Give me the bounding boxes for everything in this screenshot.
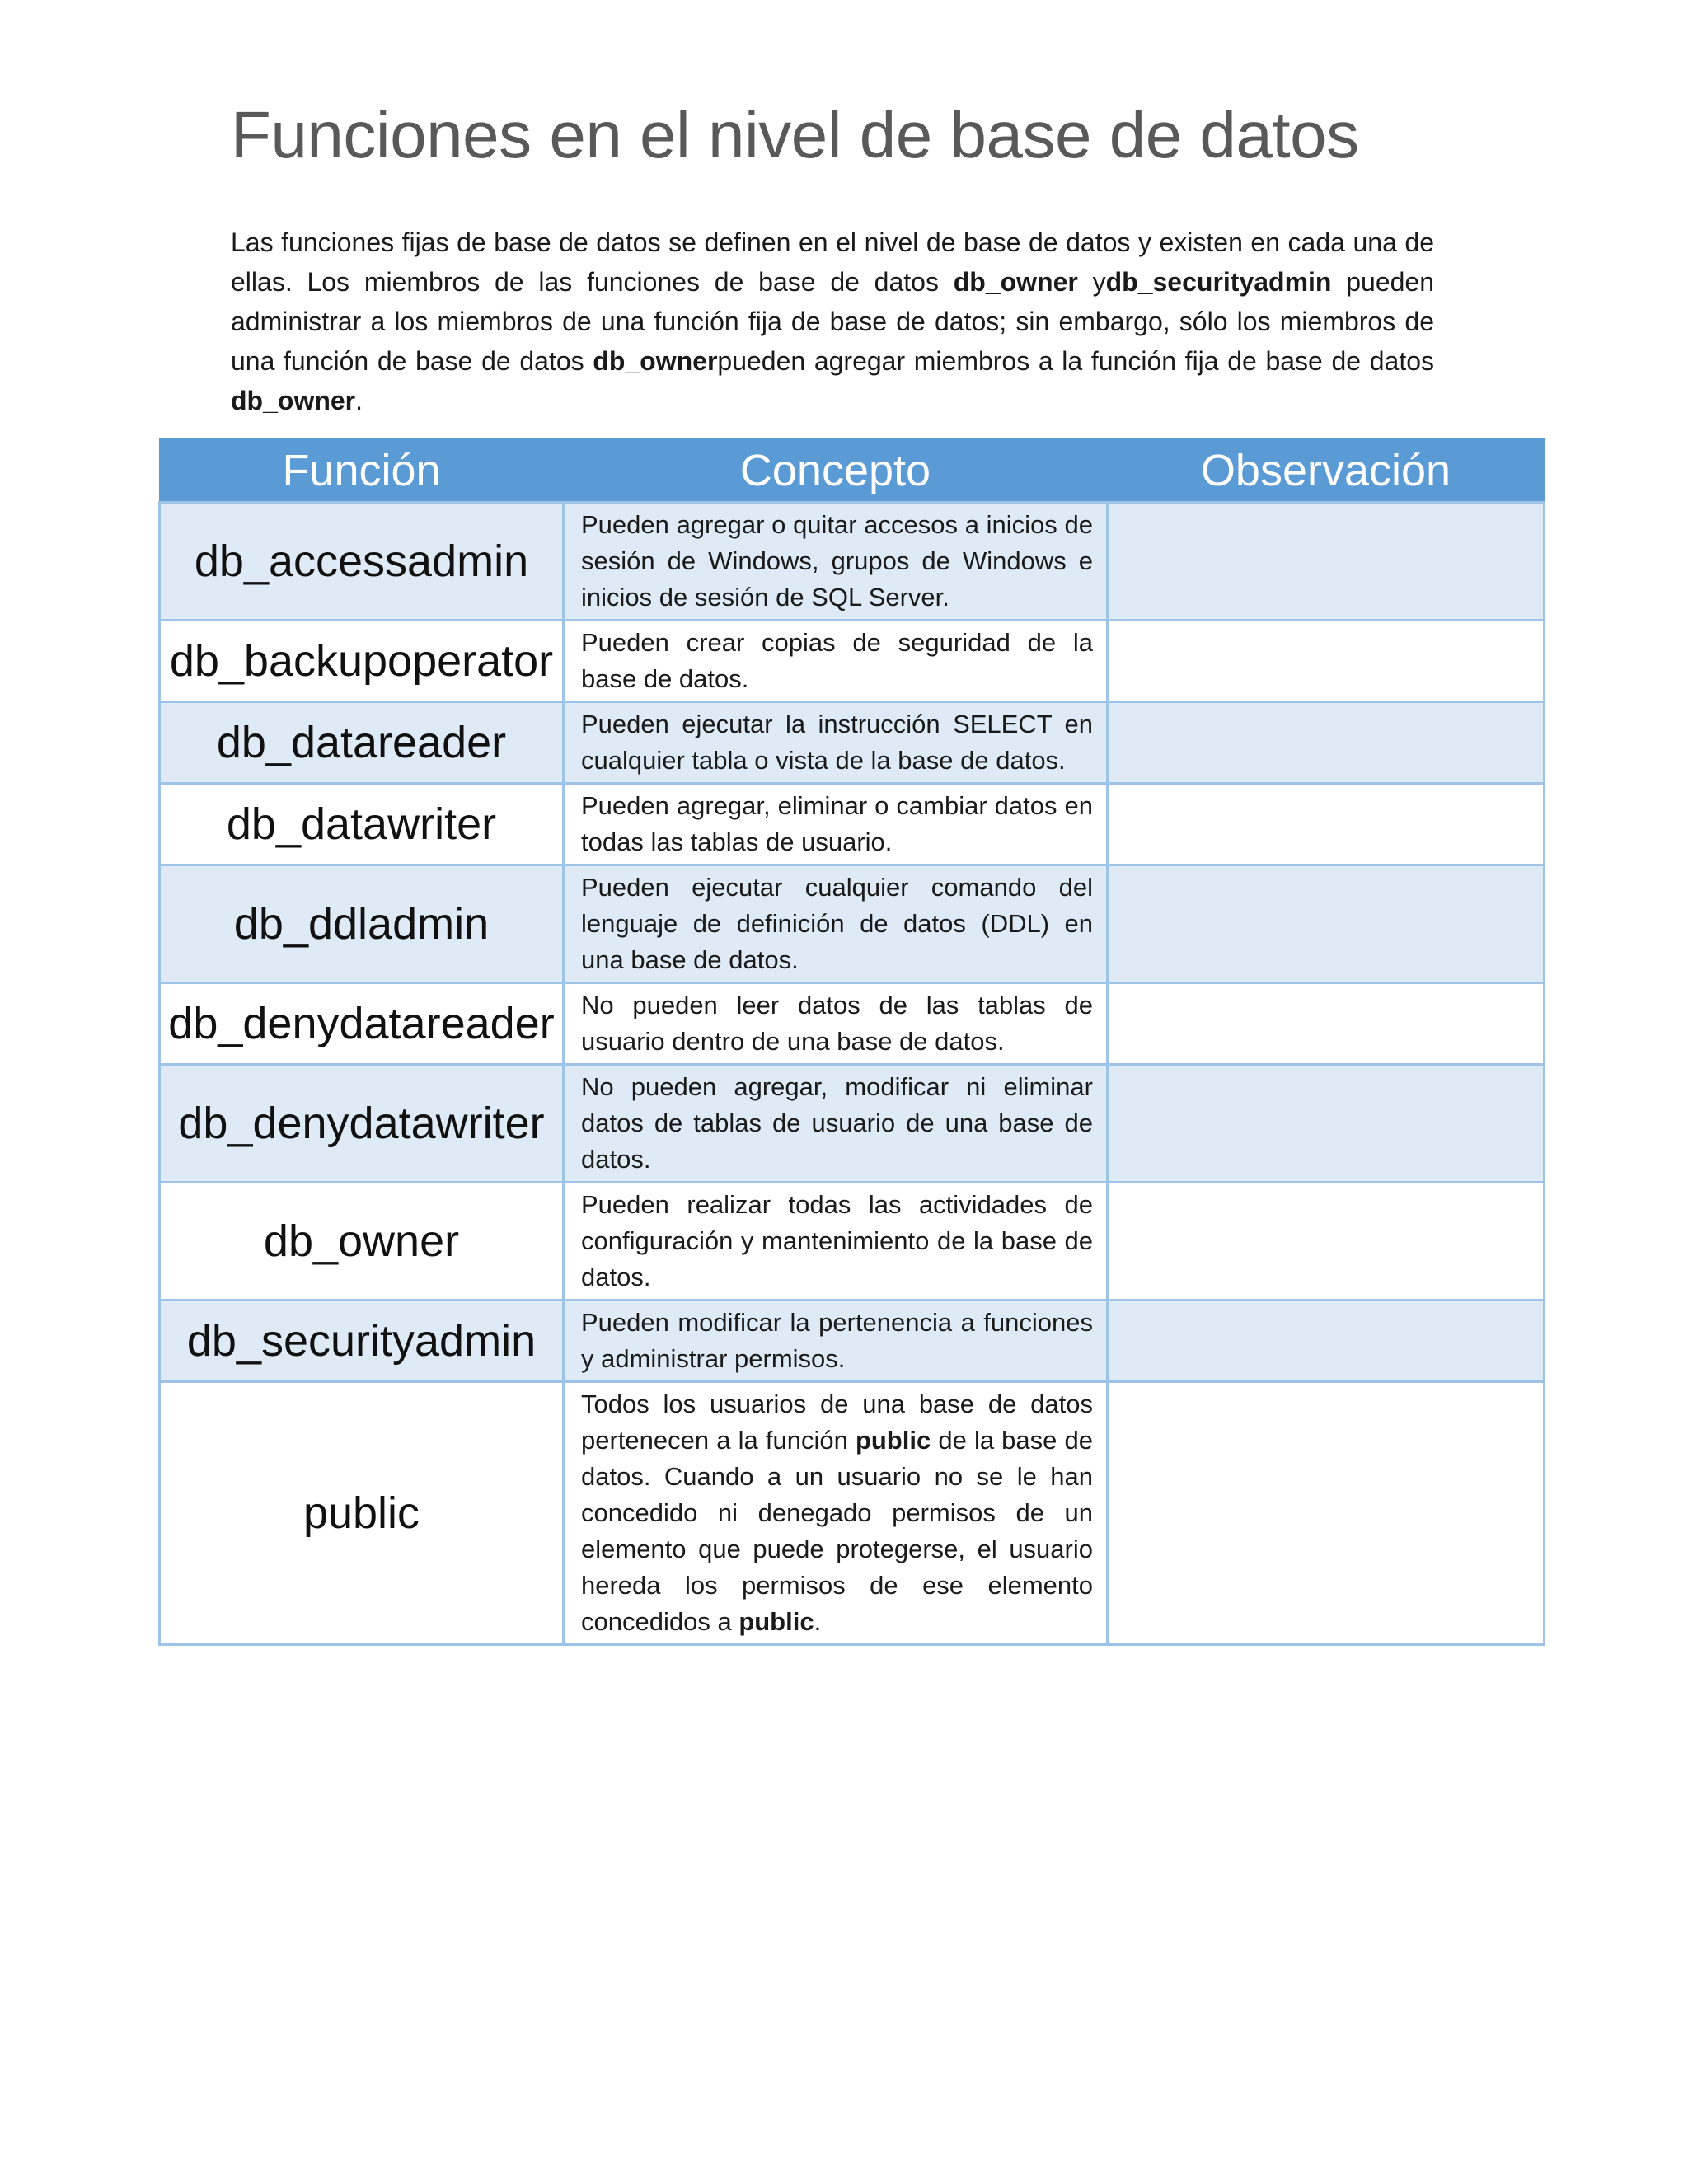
observation-cell <box>1108 865 1545 983</box>
observation-cell <box>1108 784 1545 865</box>
concept-cell: Pueden modificar la pertenencia a funciones y administrar permisos. <box>564 1301 1108 1382</box>
intro-bold-term: db_owner <box>953 267 1078 297</box>
intro-text: pueden agregar miembros a la función fija de base de datos <box>717 346 1435 376</box>
function-cell: db_denydatareader <box>160 983 564 1065</box>
concept-cell <box>564 1382 1108 1645</box>
function-cell: db_owner <box>160 1183 564 1301</box>
table-row <box>160 784 1545 865</box>
concept-cell: No pueden leer datos de las tablas de usuario dentro de una base de datos. <box>564 983 1108 1065</box>
intro-bold-term: db_owner <box>593 346 718 376</box>
concept-cell: Pueden agregar, eliminar o cambiar datos en todas las tablas de usuario. <box>564 784 1108 865</box>
table-row <box>160 1382 1545 1645</box>
function-cell: db_datawriter <box>160 784 564 865</box>
concept-cell: Pueden ejecutar la instrucción SELECT en cualquier tabla o vista de la base de datos. <box>564 702 1108 784</box>
header-function: Función <box>160 439 564 503</box>
intro-text: y <box>1077 267 1106 297</box>
table-row <box>160 1065 1545 1183</box>
table-row <box>160 1301 1545 1382</box>
observation-cell <box>1108 621 1545 702</box>
observation-cell <box>1108 1301 1545 1382</box>
concept-cell: No pueden agregar, modificar ni eliminar datos de tablas de usuario de una base de datos. <box>564 1065 1108 1183</box>
concept-cell: Pueden crear copias de seguridad de la base de datos. <box>564 621 1108 702</box>
observation-cell <box>1108 1065 1545 1183</box>
function-cell: db_datareader <box>160 702 564 784</box>
observation-cell <box>1108 1183 1545 1301</box>
table-row <box>160 621 1545 702</box>
observation-cell <box>1108 983 1545 1065</box>
function-cell: db_backupoperator <box>160 621 564 702</box>
intro-text: Las funciones fijas de base de datos se definen en el nivel de base de datos y existen en cada una de ellas. Los miembros de las funciones de base de datos <box>231 227 1434 297</box>
observation-cell <box>1108 503 1545 621</box>
concept-text: de la base de datos. Cuando a un usuario no se le han concedido ni denegado permisos de un elemento que puede protegerse, el usuario hereda los permisos de ese elemento concedidos a <box>581 1426 1094 1636</box>
concept-bold-term: public <box>855 1426 931 1455</box>
concept-cell: Pueden agregar o quitar accesos a inicios de sesión de Windows, grupos de Windows e inicios de sesión de SQL Server. <box>564 503 1108 621</box>
concept-bold-term: public <box>738 1607 814 1636</box>
table-row <box>160 1183 1545 1301</box>
intro-text: pueden administrar a los miembros de una función fija de base de datos; sin embargo, sólo los miembros de una función de base de datos <box>231 267 1435 376</box>
observation-cell <box>1108 702 1545 784</box>
intro-bold-term: db_owner <box>231 386 356 415</box>
concept-cell: Pueden realizar todas las actividades de configuración y mantenimiento de la base de datos. <box>564 1183 1108 1301</box>
function-cell: public <box>160 1382 564 1645</box>
header-observation: Observación <box>1108 439 1545 503</box>
table-row <box>160 983 1545 1065</box>
page-title: Funciones en el nivel de base de datos <box>231 98 1359 171</box>
function-cell: db_securityadmin <box>160 1301 564 1382</box>
intro-bold-term: db_securityadmin <box>1105 267 1332 297</box>
concept-text: . <box>814 1607 822 1636</box>
table-row <box>160 503 1545 621</box>
concept-cell: Pueden ejecutar cualquier comando del lenguaje de definición de datos (DDL) en una base de datos. <box>564 865 1108 983</box>
table-header-row <box>160 439 1545 503</box>
table-row <box>160 865 1545 983</box>
function-cell: db_ddladmin <box>160 865 564 983</box>
function-cell: db_denydatawriter <box>160 1065 564 1183</box>
observation-cell <box>1108 1382 1545 1645</box>
intro-text: . <box>355 386 363 415</box>
concept-text: Todos los usuarios de una base de datos pertenecen a la función <box>581 1390 1093 1455</box>
function-cell: db_accessadmin <box>160 503 564 621</box>
header-concept: Concepto <box>564 439 1108 503</box>
table-row <box>160 702 1545 784</box>
intro-paragraph <box>231 223 1434 420</box>
roles-table <box>158 438 1545 1646</box>
